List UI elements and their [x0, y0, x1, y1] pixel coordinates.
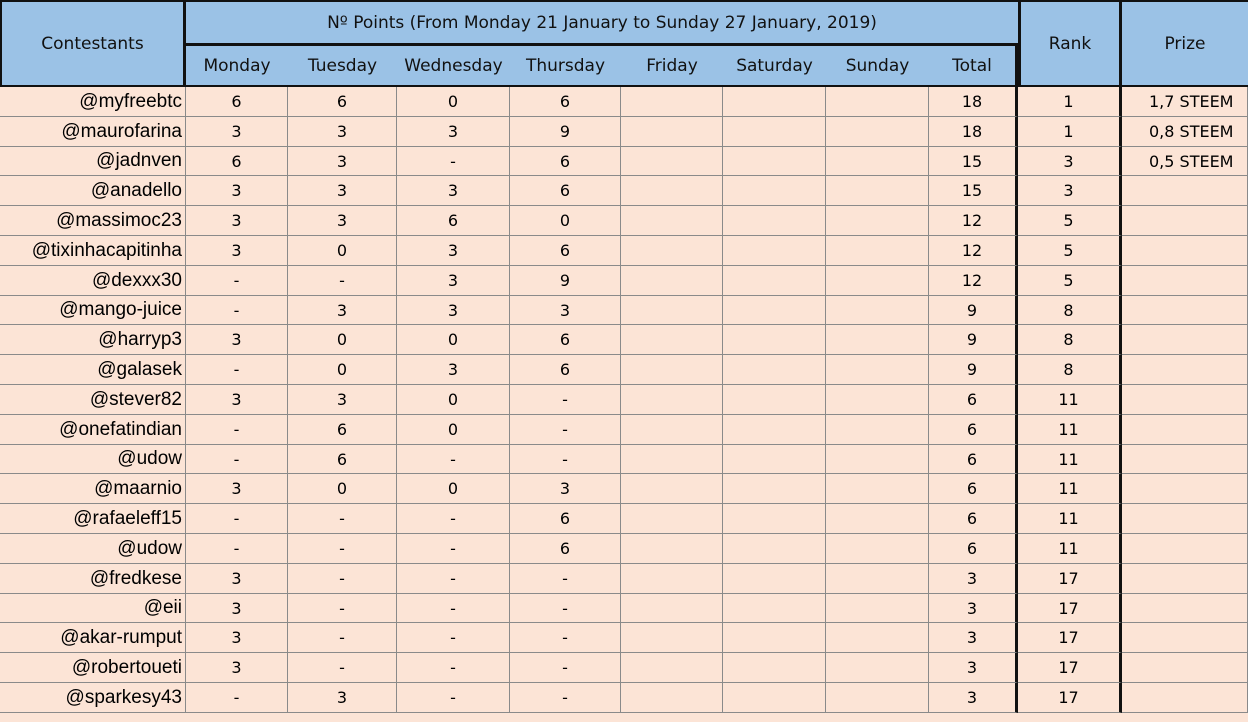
- total-points-cell[interactable]: 9: [929, 355, 1018, 385]
- rank-cell[interactable]: 11: [1018, 445, 1122, 474]
- sun-points-cell[interactable]: [826, 534, 929, 564]
- wed-points-cell[interactable]: -: [397, 147, 510, 176]
- tue-points-cell[interactable]: 3: [288, 147, 397, 176]
- fri-points-cell[interactable]: [621, 296, 723, 325]
- total-points-cell[interactable]: 6: [929, 445, 1018, 474]
- sat-points-cell[interactable]: [723, 504, 826, 534]
- wed-points-cell[interactable]: 6: [397, 206, 510, 236]
- fri-points-cell[interactable]: [621, 534, 723, 564]
- prize-cell[interactable]: [1122, 445, 1248, 474]
- wed-points-cell[interactable]: -: [397, 445, 510, 474]
- sat-points-cell[interactable]: [723, 266, 826, 296]
- header-day-wed[interactable]: Wednesday: [397, 46, 510, 87]
- mon-points-cell[interactable]: 3: [186, 623, 288, 653]
- tue-points-cell[interactable]: -: [288, 266, 397, 296]
- sun-points-cell[interactable]: [826, 325, 929, 355]
- sun-points-cell[interactable]: [826, 415, 929, 445]
- wed-points-cell[interactable]: 0: [397, 325, 510, 355]
- total-points-cell[interactable]: 9: [929, 325, 1018, 355]
- mon-points-cell[interactable]: 3: [186, 325, 288, 355]
- tue-points-cell[interactable]: 6: [288, 87, 397, 117]
- sun-points-cell[interactable]: [826, 296, 929, 325]
- prize-cell[interactable]: [1122, 653, 1248, 683]
- thu-points-cell[interactable]: 6: [510, 87, 621, 117]
- sun-points-cell[interactable]: [826, 683, 929, 713]
- tue-points-cell[interactable]: 0: [288, 325, 397, 355]
- fri-points-cell[interactable]: [621, 236, 723, 266]
- sun-points-cell[interactable]: [826, 594, 929, 623]
- tue-points-cell[interactable]: 0: [288, 474, 397, 504]
- tue-points-cell[interactable]: 6: [288, 415, 397, 445]
- sun-points-cell[interactable]: [826, 266, 929, 296]
- rank-cell[interactable]: 3: [1018, 176, 1122, 206]
- fri-points-cell[interactable]: [621, 355, 723, 385]
- contestant-name-cell[interactable]: @onefatindian: [0, 415, 186, 445]
- tue-points-cell[interactable]: 6: [288, 445, 397, 474]
- mon-points-cell[interactable]: 3: [186, 176, 288, 206]
- prize-cell[interactable]: [1122, 534, 1248, 564]
- prize-cell[interactable]: [1122, 355, 1248, 385]
- mon-points-cell[interactable]: -: [186, 683, 288, 713]
- total-points-cell[interactable]: 15: [929, 176, 1018, 206]
- rank-cell[interactable]: 17: [1018, 653, 1122, 683]
- thu-points-cell[interactable]: 6: [510, 355, 621, 385]
- fri-points-cell[interactable]: [621, 266, 723, 296]
- fri-points-cell[interactable]: [621, 415, 723, 445]
- header-day-total[interactable]: Total: [929, 46, 1018, 87]
- rank-cell[interactable]: 8: [1018, 355, 1122, 385]
- rank-cell[interactable]: 11: [1018, 385, 1122, 415]
- sat-points-cell[interactable]: [723, 176, 826, 206]
- thu-points-cell[interactable]: 3: [510, 296, 621, 325]
- wed-points-cell[interactable]: 0: [397, 415, 510, 445]
- sat-points-cell[interactable]: [723, 117, 826, 147]
- tue-points-cell[interactable]: 0: [288, 355, 397, 385]
- mon-points-cell[interactable]: -: [186, 355, 288, 385]
- prize-cell[interactable]: [1122, 206, 1248, 236]
- mon-points-cell[interactable]: 6: [186, 87, 288, 117]
- fri-points-cell[interactable]: [621, 623, 723, 653]
- prize-cell[interactable]: [1122, 236, 1248, 266]
- total-points-cell[interactable]: 6: [929, 415, 1018, 445]
- thu-points-cell[interactable]: -: [510, 623, 621, 653]
- wed-points-cell[interactable]: -: [397, 653, 510, 683]
- prize-cell[interactable]: [1122, 683, 1248, 713]
- fri-points-cell[interactable]: [621, 474, 723, 504]
- fri-points-cell[interactable]: [621, 117, 723, 147]
- mon-points-cell[interactable]: -: [186, 296, 288, 325]
- total-points-cell[interactable]: 3: [929, 683, 1018, 713]
- header-day-sat[interactable]: Saturday: [723, 46, 826, 87]
- rank-cell[interactable]: 11: [1018, 504, 1122, 534]
- prize-cell[interactable]: [1122, 266, 1248, 296]
- rank-cell[interactable]: 8: [1018, 325, 1122, 355]
- rank-cell[interactable]: 1: [1018, 87, 1122, 117]
- sat-points-cell[interactable]: [723, 623, 826, 653]
- sat-points-cell[interactable]: [723, 147, 826, 176]
- wed-points-cell[interactable]: 3: [397, 355, 510, 385]
- wed-points-cell[interactable]: -: [397, 504, 510, 534]
- thu-points-cell[interactable]: 6: [510, 147, 621, 176]
- contestant-name-cell[interactable]: @massimoc23: [0, 206, 186, 236]
- prize-cell[interactable]: 1,7 STEEM: [1122, 87, 1248, 117]
- wed-points-cell[interactable]: 3: [397, 176, 510, 206]
- total-points-cell[interactable]: 12: [929, 236, 1018, 266]
- mon-points-cell[interactable]: -: [186, 266, 288, 296]
- mon-points-cell[interactable]: -: [186, 445, 288, 474]
- sun-points-cell[interactable]: [826, 206, 929, 236]
- thu-points-cell[interactable]: -: [510, 564, 621, 594]
- wed-points-cell[interactable]: 3: [397, 117, 510, 147]
- tue-points-cell[interactable]: 3: [288, 296, 397, 325]
- rank-cell[interactable]: 17: [1018, 594, 1122, 623]
- prize-cell[interactable]: [1122, 296, 1248, 325]
- contestant-name-cell[interactable]: @dexxx30: [0, 266, 186, 296]
- fri-points-cell[interactable]: [621, 445, 723, 474]
- thu-points-cell[interactable]: 6: [510, 176, 621, 206]
- fri-points-cell[interactable]: [621, 147, 723, 176]
- contestant-name-cell[interactable]: @myfreebtc: [0, 87, 186, 117]
- prize-cell[interactable]: [1122, 564, 1248, 594]
- contestant-name-cell[interactable]: @eii: [0, 594, 186, 623]
- tue-points-cell[interactable]: -: [288, 534, 397, 564]
- tue-points-cell[interactable]: -: [288, 564, 397, 594]
- tue-points-cell[interactable]: 0: [288, 236, 397, 266]
- sun-points-cell[interactable]: [826, 147, 929, 176]
- sat-points-cell[interactable]: [723, 445, 826, 474]
- sun-points-cell[interactable]: [826, 653, 929, 683]
- prize-cell[interactable]: 0,5 STEEM: [1122, 147, 1248, 176]
- tue-points-cell[interactable]: 3: [288, 176, 397, 206]
- sun-points-cell[interactable]: [826, 176, 929, 206]
- thu-points-cell[interactable]: -: [510, 594, 621, 623]
- header-rank[interactable]: Rank: [1018, 0, 1122, 87]
- mon-points-cell[interactable]: 3: [186, 117, 288, 147]
- header-contestants[interactable]: Contestants: [0, 0, 186, 87]
- sat-points-cell[interactable]: [723, 653, 826, 683]
- thu-points-cell[interactable]: 9: [510, 117, 621, 147]
- sat-points-cell[interactable]: [723, 594, 826, 623]
- mon-points-cell[interactable]: -: [186, 415, 288, 445]
- sun-points-cell[interactable]: [826, 474, 929, 504]
- sun-points-cell[interactable]: [826, 236, 929, 266]
- contestant-name-cell[interactable]: @udow: [0, 534, 186, 564]
- header-day-thu[interactable]: Thursday: [510, 46, 621, 87]
- prize-cell[interactable]: [1122, 474, 1248, 504]
- contestant-name-cell[interactable]: @udow: [0, 445, 186, 474]
- mon-points-cell[interactable]: -: [186, 504, 288, 534]
- fri-points-cell[interactable]: [621, 206, 723, 236]
- tue-points-cell[interactable]: -: [288, 623, 397, 653]
- contestant-name-cell[interactable]: @harryp3: [0, 325, 186, 355]
- rank-cell[interactable]: 5: [1018, 206, 1122, 236]
- wed-points-cell[interactable]: 3: [397, 236, 510, 266]
- total-points-cell[interactable]: 12: [929, 266, 1018, 296]
- thu-points-cell[interactable]: -: [510, 683, 621, 713]
- thu-points-cell[interactable]: 3: [510, 474, 621, 504]
- total-points-cell[interactable]: 3: [929, 594, 1018, 623]
- tue-points-cell[interactable]: 3: [288, 683, 397, 713]
- sun-points-cell[interactable]: [826, 87, 929, 117]
- rank-cell[interactable]: 17: [1018, 683, 1122, 713]
- contestant-name-cell[interactable]: @sparkesy43: [0, 683, 186, 713]
- sun-points-cell[interactable]: [826, 445, 929, 474]
- total-points-cell[interactable]: 6: [929, 385, 1018, 415]
- sun-points-cell[interactable]: [826, 355, 929, 385]
- rank-cell[interactable]: 11: [1018, 534, 1122, 564]
- contestant-name-cell[interactable]: @jadnven: [0, 147, 186, 176]
- total-points-cell[interactable]: 18: [929, 117, 1018, 147]
- total-points-cell[interactable]: 6: [929, 534, 1018, 564]
- mon-points-cell[interactable]: 3: [186, 385, 288, 415]
- sun-points-cell[interactable]: [826, 385, 929, 415]
- fri-points-cell[interactable]: [621, 653, 723, 683]
- header-day-sun[interactable]: Sunday: [826, 46, 929, 87]
- tue-points-cell[interactable]: -: [288, 653, 397, 683]
- mon-points-cell[interactable]: 3: [186, 236, 288, 266]
- rank-cell[interactable]: 3: [1018, 147, 1122, 176]
- contestant-name-cell[interactable]: @stever82: [0, 385, 186, 415]
- sat-points-cell[interactable]: [723, 325, 826, 355]
- rank-cell[interactable]: 8: [1018, 296, 1122, 325]
- fri-points-cell[interactable]: [621, 683, 723, 713]
- contestant-name-cell[interactable]: @tixinhacapitinha: [0, 236, 186, 266]
- contestant-name-cell[interactable]: @maurofarina: [0, 117, 186, 147]
- header-points-title[interactable]: Nº Points (From Monday 21 January to Sunday 27 January, 2019): [186, 0, 1018, 46]
- mon-points-cell[interactable]: 3: [186, 594, 288, 623]
- rank-cell[interactable]: 17: [1018, 623, 1122, 653]
- mon-points-cell[interactable]: 3: [186, 564, 288, 594]
- contestant-name-cell[interactable]: @rafaeleff15: [0, 504, 186, 534]
- rank-cell[interactable]: 11: [1018, 474, 1122, 504]
- total-points-cell[interactable]: 12: [929, 206, 1018, 236]
- wed-points-cell[interactable]: 3: [397, 296, 510, 325]
- total-points-cell[interactable]: 6: [929, 474, 1018, 504]
- tue-points-cell[interactable]: -: [288, 504, 397, 534]
- fri-points-cell[interactable]: [621, 594, 723, 623]
- rank-cell[interactable]: 1: [1018, 117, 1122, 147]
- total-points-cell[interactable]: 18: [929, 87, 1018, 117]
- fri-points-cell[interactable]: [621, 564, 723, 594]
- total-points-cell[interactable]: 9: [929, 296, 1018, 325]
- contestant-name-cell[interactable]: @fredkese: [0, 564, 186, 594]
- prize-cell[interactable]: [1122, 176, 1248, 206]
- fri-points-cell[interactable]: [621, 385, 723, 415]
- prize-cell[interactable]: [1122, 504, 1248, 534]
- total-points-cell[interactable]: 3: [929, 623, 1018, 653]
- header-day-tue[interactable]: Tuesday: [288, 46, 397, 87]
- sun-points-cell[interactable]: [826, 564, 929, 594]
- thu-points-cell[interactable]: -: [510, 415, 621, 445]
- sun-points-cell[interactable]: [826, 504, 929, 534]
- contestant-name-cell[interactable]: @maarnio: [0, 474, 186, 504]
- thu-points-cell[interactable]: 0: [510, 206, 621, 236]
- mon-points-cell[interactable]: 3: [186, 206, 288, 236]
- thu-points-cell[interactable]: -: [510, 445, 621, 474]
- sat-points-cell[interactable]: [723, 564, 826, 594]
- wed-points-cell[interactable]: 0: [397, 87, 510, 117]
- sun-points-cell[interactable]: [826, 623, 929, 653]
- fri-points-cell[interactable]: [621, 325, 723, 355]
- mon-points-cell[interactable]: -: [186, 534, 288, 564]
- total-points-cell[interactable]: 15: [929, 147, 1018, 176]
- sat-points-cell[interactable]: [723, 534, 826, 564]
- mon-points-cell[interactable]: 3: [186, 653, 288, 683]
- sat-points-cell[interactable]: [723, 296, 826, 325]
- rank-cell[interactable]: 5: [1018, 236, 1122, 266]
- sat-points-cell[interactable]: [723, 415, 826, 445]
- wed-points-cell[interactable]: 0: [397, 385, 510, 415]
- sat-points-cell[interactable]: [723, 683, 826, 713]
- contestant-name-cell[interactable]: @mango-juice: [0, 296, 186, 325]
- sat-points-cell[interactable]: [723, 236, 826, 266]
- total-points-cell[interactable]: 3: [929, 653, 1018, 683]
- wed-points-cell[interactable]: -: [397, 594, 510, 623]
- thu-points-cell[interactable]: 6: [510, 325, 621, 355]
- thu-points-cell[interactable]: 6: [510, 236, 621, 266]
- header-prize[interactable]: Prize: [1122, 0, 1248, 87]
- contestant-name-cell[interactable]: @robertoueti: [0, 653, 186, 683]
- tue-points-cell[interactable]: 3: [288, 117, 397, 147]
- wed-points-cell[interactable]: -: [397, 564, 510, 594]
- prize-cell[interactable]: 0,8 STEEM: [1122, 117, 1248, 147]
- sat-points-cell[interactable]: [723, 87, 826, 117]
- wed-points-cell[interactable]: 0: [397, 474, 510, 504]
- wed-points-cell[interactable]: -: [397, 623, 510, 653]
- thu-points-cell[interactable]: -: [510, 385, 621, 415]
- fri-points-cell[interactable]: [621, 176, 723, 206]
- sat-points-cell[interactable]: [723, 474, 826, 504]
- thu-points-cell[interactable]: 9: [510, 266, 621, 296]
- wed-points-cell[interactable]: -: [397, 683, 510, 713]
- thu-points-cell[interactable]: 6: [510, 504, 621, 534]
- rank-cell[interactable]: 5: [1018, 266, 1122, 296]
- contestant-name-cell[interactable]: @galasek: [0, 355, 186, 385]
- wed-points-cell[interactable]: 3: [397, 266, 510, 296]
- tue-points-cell[interactable]: 3: [288, 385, 397, 415]
- rank-cell[interactable]: 11: [1018, 415, 1122, 445]
- mon-points-cell[interactable]: 3: [186, 474, 288, 504]
- sun-points-cell[interactable]: [826, 117, 929, 147]
- fri-points-cell[interactable]: [621, 504, 723, 534]
- mon-points-cell[interactable]: 6: [186, 147, 288, 176]
- header-day-mon[interactable]: Monday: [186, 46, 288, 87]
- sat-points-cell[interactable]: [723, 206, 826, 236]
- fri-points-cell[interactable]: [621, 87, 723, 117]
- prize-cell[interactable]: [1122, 385, 1248, 415]
- header-day-fri[interactable]: Friday: [621, 46, 723, 87]
- prize-cell[interactable]: [1122, 325, 1248, 355]
- thu-points-cell[interactable]: -: [510, 653, 621, 683]
- contestant-name-cell[interactable]: @anadello: [0, 176, 186, 206]
- tue-points-cell[interactable]: -: [288, 594, 397, 623]
- total-points-cell[interactable]: 3: [929, 564, 1018, 594]
- thu-points-cell[interactable]: 6: [510, 534, 621, 564]
- tue-points-cell[interactable]: 3: [288, 206, 397, 236]
- wed-points-cell[interactable]: -: [397, 534, 510, 564]
- total-points-cell[interactable]: 6: [929, 504, 1018, 534]
- prize-cell[interactable]: [1122, 415, 1248, 445]
- contestant-name-cell[interactable]: @akar-rumput: [0, 623, 186, 653]
- sat-points-cell[interactable]: [723, 355, 826, 385]
- prize-cell[interactable]: [1122, 594, 1248, 623]
- rank-cell[interactable]: 17: [1018, 564, 1122, 594]
- sat-points-cell[interactable]: [723, 385, 826, 415]
- prize-cell[interactable]: [1122, 623, 1248, 653]
